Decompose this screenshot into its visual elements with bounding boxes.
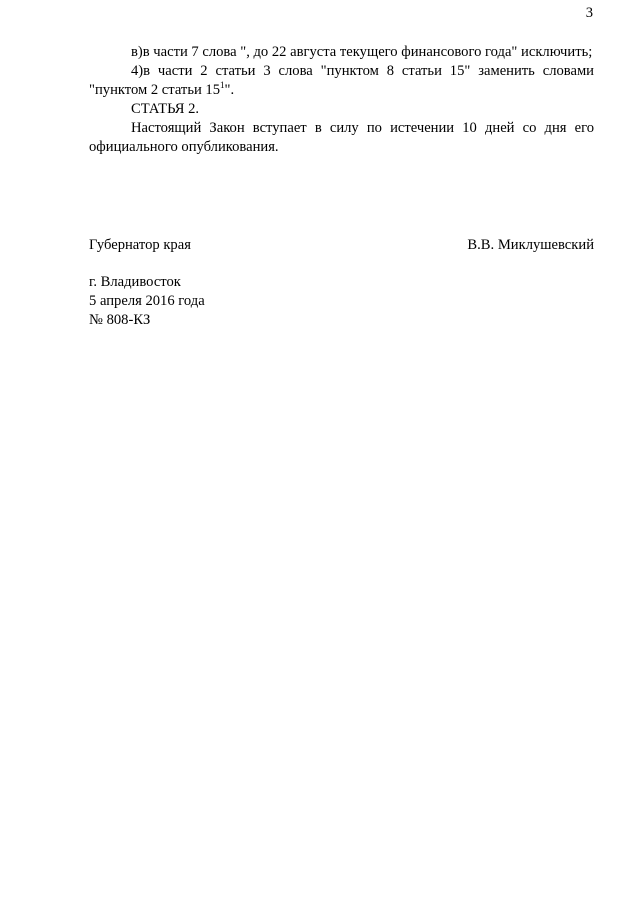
page-number: 3 [585,5,593,21]
amendment-item-4 [89,62,594,100]
document-body [89,43,594,157]
signature-block [89,236,594,255]
place-date-block [89,273,389,330]
amendment-item-4-text: 4)в части 2 статьи 3 слова "пунктом 8 статьи 15" заменить словами "пунктом 2 статьи 15 [89,63,594,98]
superscript-index: 1 [220,80,225,91]
article-heading: СТАТЬЯ 2. [131,101,200,117]
signatory-name: В.В. Миклушевский [467,237,594,253]
article-text: Настоящий Закон вступает в силу по истечении 10 дней со дня его официального опубликования. [89,120,594,155]
city: г. Владивосток [89,274,181,290]
amendment-item-4-closing: ". [224,82,235,98]
amendment-item-v: в)в части 7 слова ", до 22 августа текущего финансового года" исключить; [131,44,593,60]
law-number: № 808-КЗ [89,312,151,328]
signatory-position: Губернатор края [89,237,191,253]
law-date: 5 апреля 2016 года [89,293,205,309]
